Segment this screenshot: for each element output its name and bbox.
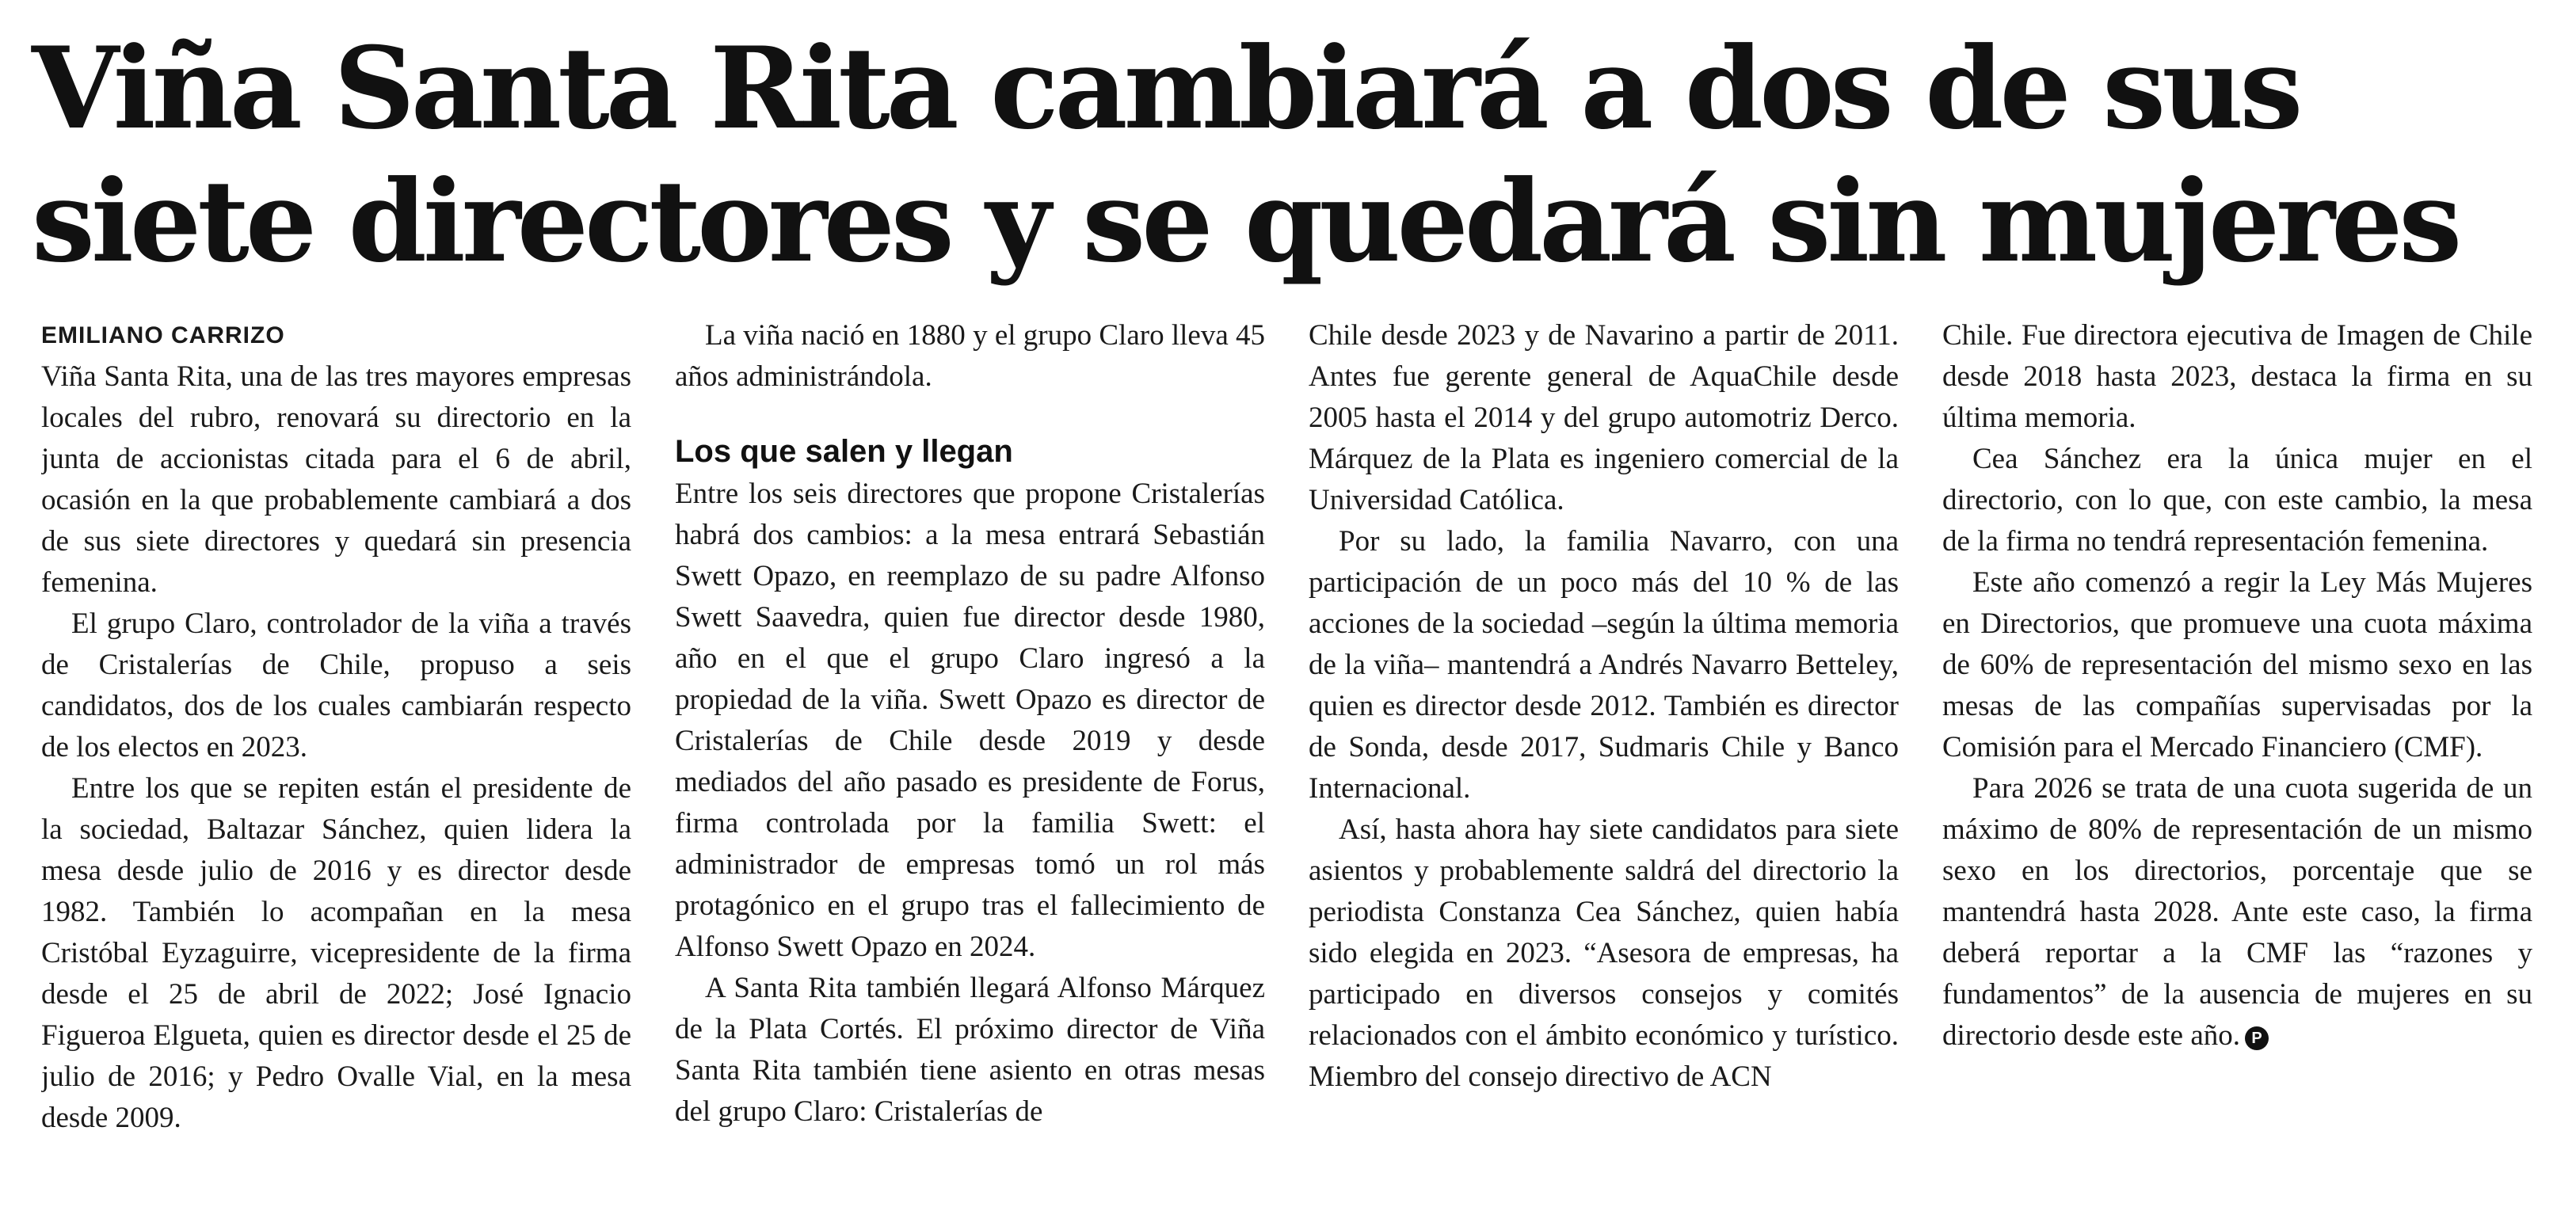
paragraph: La viña nació en 1880 y el grupo Claro lleva 45 años administrándola. — [675, 319, 1265, 393]
paragraph: A Santa Rita también llegará Alfonso Márquez de la Plata Cortés. El próximo director de Viña Santa Rita también tiene asiento en otras mesas del grupo Claro: Cristalerías de — [675, 972, 1265, 1128]
subheading: Los que salen y llegan — [675, 434, 1013, 469]
paragraph: Entre los seis directores que propone Cristalerías habrá dos cambios: a la mesa entrará Sebastián Swett Opazo, en reemplazo de su padre Alfonso Swett Saavedra, quien fue director desde 1980, año en el que el grupo Claro ingresó a la propiedad de la viña. Swett Opazo es director de Cristalerías de Chile desde 2019 y desde mediados del año pasado es presidente de Forus, firma controlada por la familia Swett: el administrador de empresas tomó un rol más protagónico en el grupo tras el fallecimiento de Alfonso Swett Opazo en 2024. — [675, 478, 1265, 963]
paragraph: Chile desde 2023 y de Navarino a partir de 2011. Antes fue gerente general de AquaChile desde 2005 hasta el 2014 y del grupo automotriz Derco. Márquez de la Plata es ingeniero comercial de la Universidad Católica. — [1309, 319, 1899, 516]
column-4 — [1942, 315, 2532, 1194]
column-3 — [1309, 315, 1899, 1194]
paragraph: Por su lado, la familia Navarro, con una participación de un poco más del 10 % de las acciones de la sociedad –según la última memoria de la viña– mantendrá a Andrés Navarro Betteley, quien es director desde 2012. También es director de Sonda, desde 2017, Sudmaris Chile y Banco Internacional. — [1309, 525, 1899, 805]
paragraph: Viña Santa Rita, una de las tres mayores empresas locales del rubro, renovará su directorio en la junta de accionistas citada para el 6 de abril, ocasión en la que probablemente cambiará a dos de sus siete directores y quedará sin presencia femenina. — [41, 360, 631, 599]
headline — [32, 22, 2551, 288]
byline: EMILIANO CARRIZO — [41, 322, 285, 348]
paragraph: Entre los que se repiten están el presidente de la sociedad, Baltazar Sánchez, quien lidera la mesa desde julio de 2016 y es director desde 1982. También lo acompañan en la mesa Cristóbal Eyzaguirre, vicepresidente de la firma desde el 25 de abril de 2022; José Ignacio Figueroa Elgueta, quien es director desde el 25 de julio de 2016; y Pedro Ovalle Vial, en la mesa desde 2009. — [41, 772, 631, 1134]
paragraph — [1942, 768, 2532, 1057]
headline-line-2: siete directores y se quedará sin mujeres — [32, 156, 2459, 287]
paragraph: El grupo Claro, controlador de la viña a través de Cristalerías de Chile, propuso a seis candidatos, dos de los cuales cambiarán respecto de los electos en 2023. — [41, 607, 631, 763]
article-columns — [41, 315, 2536, 1194]
paragraph: Este año comenzó a regir la Ley Más Mujeres en Directorios, que promueve una cuota máxima de 60% de representación del mismo sexo en las mesas de las compañías supervisadas por la Comisión para el Mercado Financiero (CMF). — [1942, 566, 2532, 763]
paragraph-text: Para 2026 se trata de una cuota sugerida de un máximo de 80% de representación de un mismo sexo en los directorios, porcentaje que se mantendrá hasta 2028. Ante este caso, la firma deberá reportar a la CMF las “razones y fundamentos” de la ausencia de mujeres en su directorio desde este año. — [1942, 772, 2532, 1052]
paragraph: Chile. Fue directora ejecutiva de Imagen de Chile desde 2018 hasta 2023, destaca la firma en su última memoria. — [1942, 319, 2532, 434]
column-1 — [41, 315, 631, 1194]
headline-line-1: Viña Santa Rita cambiará a dos de sus — [32, 23, 2300, 154]
paragraph: Cea Sánchez era la única mujer en el directorio, con lo que, con este cambio, la mesa de la firma no tendrá representación femenina. — [1942, 443, 2532, 558]
column-2 — [675, 315, 1265, 1194]
end-mark-icon: P — [2245, 1026, 2269, 1050]
paragraph: Así, hasta ahora hay siete candidatos para siete asientos y probablemente saldrá del directorio la periodista Constanza Cea Sánchez, quien había sido elegida en 2023. “Asesora de empresas, ha participado en diversos consejos y comités relacionados con el ámbito económico y turístico. Miembro del consejo directivo de ACN — [1309, 813, 1899, 1093]
